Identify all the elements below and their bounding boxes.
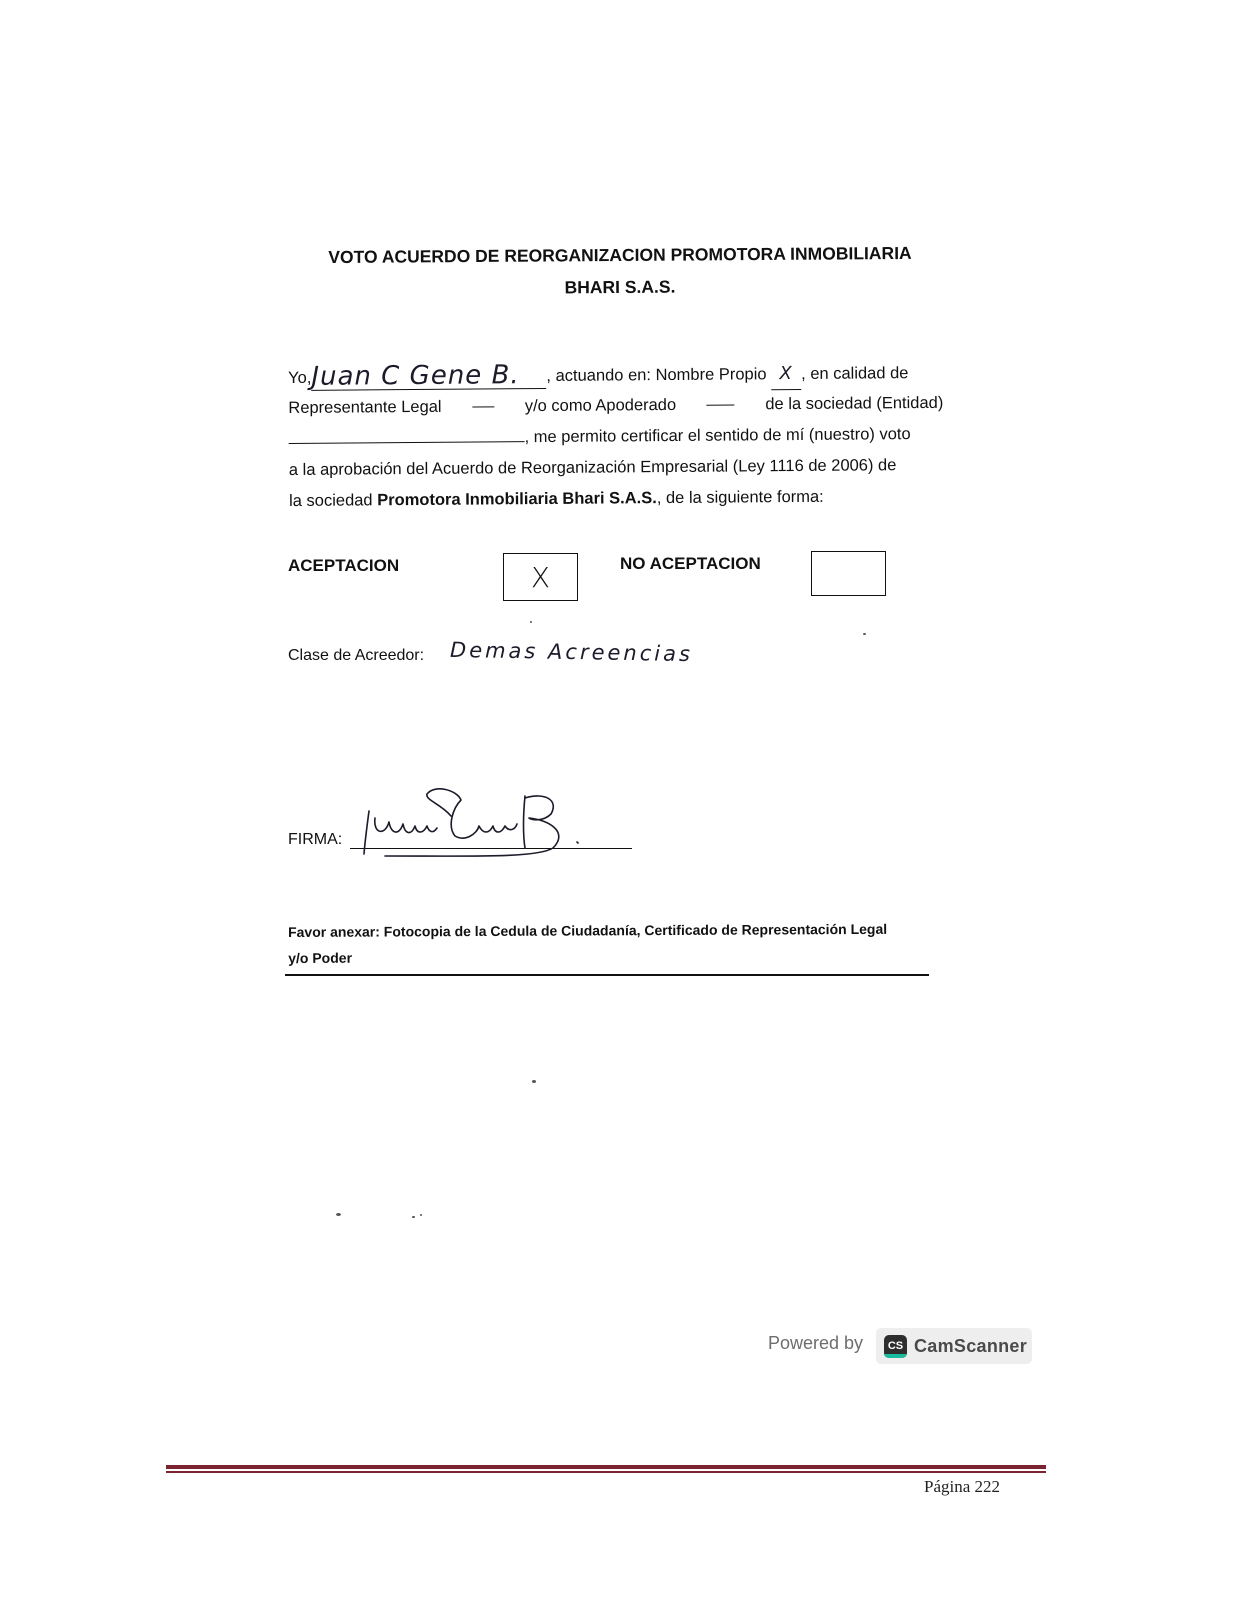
firma-label: FIRMA:	[288, 831, 343, 848]
statement-line-1	[288, 357, 943, 393]
document-subtitle: BHARI S.A.S.	[564, 276, 676, 298]
scan-speck	[863, 633, 866, 635]
statement-line-4: a la aprobación del Acuerdo de Reorganización Empresarial (Ley 1116 de 2006) de	[288, 456, 897, 479]
entidad-blank	[289, 426, 525, 444]
sociedad-text: de la sociedad (Entidad)	[765, 393, 944, 414]
aceptacion-label: ACEPTACION	[288, 556, 400, 575]
document-title: VOTO ACUERDO DE REORGANIZACION PROMOTORA INMOBILIARIA	[328, 242, 912, 268]
certificar-text: , me permito certificar el sentido de mí (nuestro) voto	[524, 425, 911, 447]
en-calidad-text: , en calidad de	[801, 364, 909, 383]
page-number: Página 222	[924, 1477, 1001, 1496]
camscanner-badge	[876, 1328, 1032, 1364]
signature-image	[355, 786, 585, 861]
yo-label: Yo,	[288, 368, 312, 387]
annex-note	[288, 916, 928, 971]
scan-speck	[412, 1216, 415, 1218]
scan-speck	[530, 621, 532, 623]
scan-speck	[532, 1080, 536, 1083]
annex-note-line-1	[288, 916, 928, 945]
camscanner-brand: CamScanner	[914, 1335, 1028, 1356]
apoderado-blank	[707, 389, 735, 405]
aceptacion-checkbox[interactable]: X	[503, 553, 578, 601]
representante-text: Representante Legal	[288, 397, 442, 417]
note-divider	[285, 974, 929, 976]
company-name: Promotora Inmobiliaria Bhari S.A.S.	[377, 489, 657, 510]
acreedor-label: Clase de Acreedor:	[288, 647, 425, 664]
actuando-text: , actuando en: Nombre Propio	[546, 365, 767, 385]
annex-text: Fotocopia de la Cedula de Ciudadanía, Certificado de Representación Legal	[383, 920, 888, 940]
footer-rule-thick	[166, 1465, 1046, 1469]
statement-line-2	[288, 388, 943, 424]
acreedor-value: Demas Acreencias	[449, 637, 694, 667]
annex-lead: Favor anexar:	[288, 923, 380, 940]
apoderado-text: y/o como Apoderado	[524, 395, 677, 416]
representante-blank	[472, 391, 494, 407]
annex-note-line-2: y/o Poder	[288, 949, 353, 966]
no-aceptacion-checkbox[interactable]	[811, 551, 886, 596]
forma-suffix: , de la siguiente forma:	[656, 487, 824, 508]
statement-paragraph	[288, 357, 944, 517]
footer-rule-thin	[166, 1471, 1046, 1473]
no-aceptacion-label: NO ACEPTACION	[620, 554, 761, 573]
camscanner-logo-icon: CS	[884, 1335, 907, 1358]
scan-speck	[420, 1214, 422, 1216]
statement-line-3	[288, 419, 943, 455]
sociedad-prefix: la sociedad	[289, 491, 373, 510]
nombre-propio-mark: X	[771, 358, 801, 390]
scan-speck	[336, 1213, 341, 1216]
handwritten-name: Juan C Gene B.	[311, 362, 546, 391]
statement-line-5	[289, 481, 944, 517]
powered-by-text: Powered by	[768, 1333, 864, 1353]
